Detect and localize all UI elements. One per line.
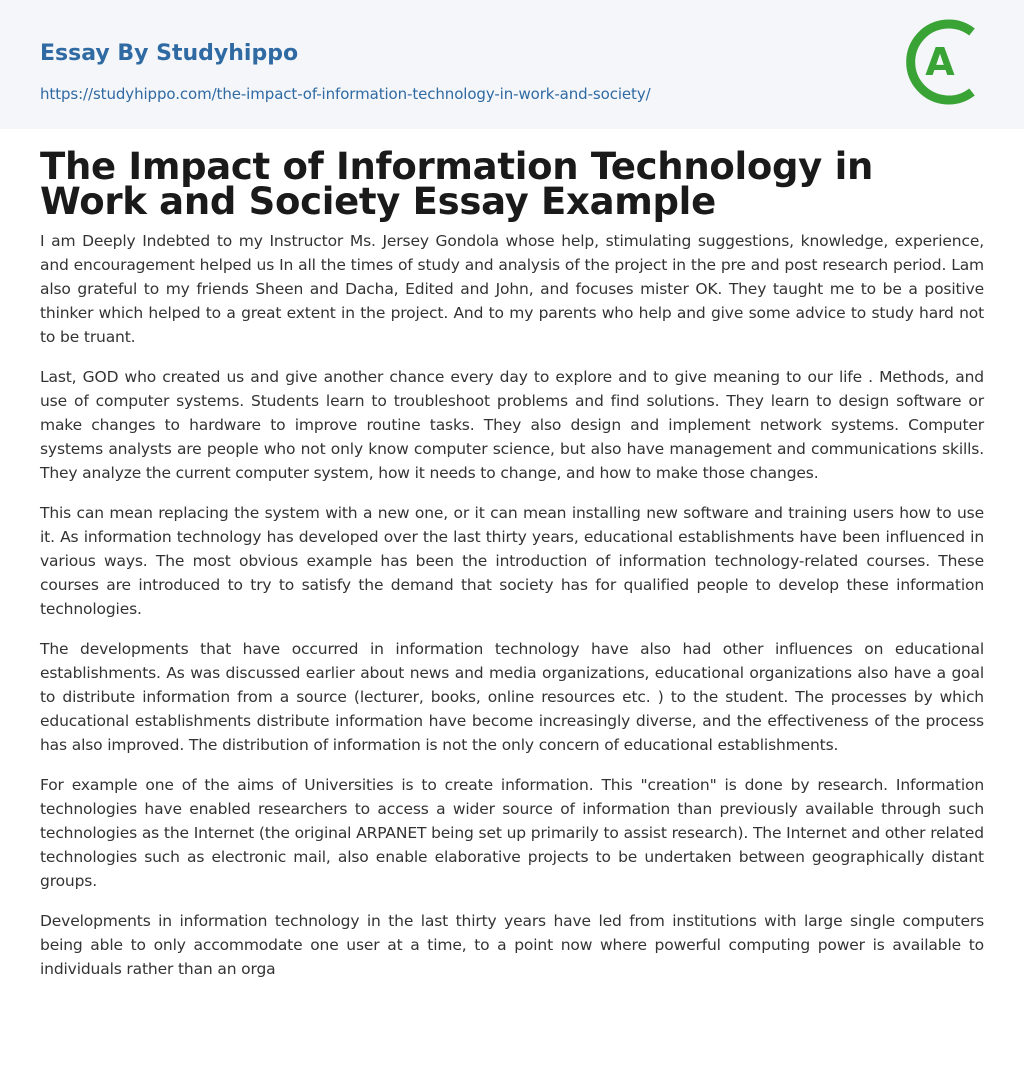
article-paragraph: The developments that have occurred in information technology have also had other influences on educational establishments. As was discussed earlier about news and media organizations, educational organizations also have a goal to distribute information from a source (lecturer, books, online resources etc. ) to the student. The processes by which educational establishments distribute information have become increasingly diverse, and the effectiveness of the process has also improved. The distribution of information is not the only concern of educational establishments. [40,640,984,754]
article-paragraph: This can mean replacing the system with a new one, or it can mean installing new software and training users how to use it. As information technology has developed over the last thirty years, educational establishments have been influenced in various ways. The most obvious example has been the introduction of information technology-related courses. These courses are introduced to try to satisfy the demand that society has for qualified people to develop these information technologies. [40,504,984,618]
site-header [0,0,1024,129]
essay-url-link[interactable]: https://studyhippo.com/the-impact-of-information-technology-in-work-and-society/ [40,85,651,103]
studyhippo-logo-icon[interactable] [900,18,988,106]
article-content [0,129,1024,981]
article-paragraph: For example one of the aims of Universities is to create information. This "creation" is done by research. Information technologies have enabled researchers to access a wider source of information than previously available through such technologies as the Internet (the original ARPANET being set up primarily to assist research). The Internet and other related technologies such as electronic mail, also enable elaborative projects to be undertaken between geographically distant groups. [40,776,984,890]
article-paragraph: Developments in information technology in the last thirty years have led from institutions with large single computers being able to only accommodate one user at a time, to a point now where powerful computing power is available to individuals rather than an orga [40,912,984,978]
site-brand[interactable]: Essay By Studyhippo [40,41,299,66]
logo-letter: A [925,40,955,84]
article-paragraph: Last, GOD who created us and give another chance every day to explore and to give meaning to our life . Methods, and use of computer systems. Students learn to troubleshoot problems and find solutions. They learn to design software or make changes to hardware to improve routine tasks. They also design and implement network systems. Computer systems analysts are people who not only know computer science, but also have management and communications skills. They analyze the current computer system, how it needs to change, and how to make those changes. [40,368,984,482]
article-paragraph: I am Deeply Indebted to my Instructor Ms. Jersey Gondola whose help, stimulating suggestions, knowledge, experience, and encouragement helped us In all the times of study and analysis of the project in the pre and post research period. Lam also grateful to my friends Sheen and Dacha, Edited and John, and focuses mister OK. They taught me to be a positive thinker which helped to a great extent in the project. And to my parents who help and give some advice to study hard not to be truant. [40,232,984,346]
article-title: The Impact of Information Technology in Work and Society Essay Example [40,145,873,223]
